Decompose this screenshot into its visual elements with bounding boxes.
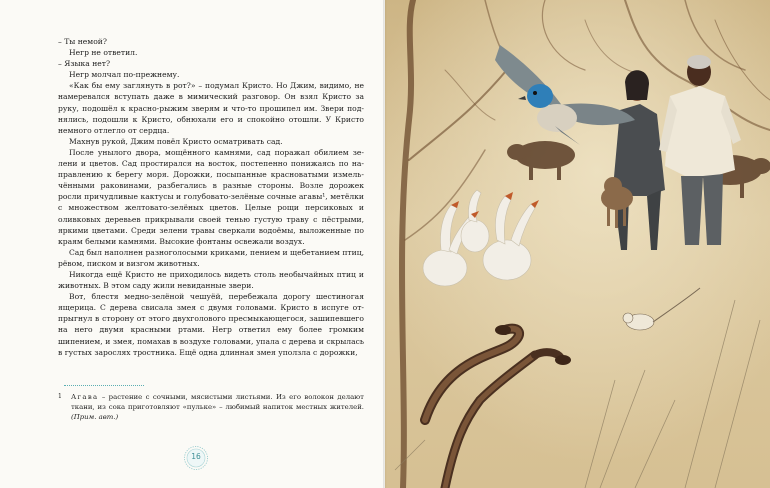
paragraph: Махнув рукой, Джим повёл Кристо осматривать сад. [69,136,283,146]
body-text [58,36,364,358]
paragraph: Вот, блестя медно-зелёной чешуёй, перебежала дорогу шестиногая ящерица. С дерева свисала змея с двумя головами. Кристо в испуге отпрыгнул в сторону от этого двухголового пресмыкающегося, зашипевшего на него двумя красными ртами. Негр ответил ему более громким шипением, и змея, помахав в воздухе головами, упала с дерева и скрылась в густых зарослях тростника. Ещё одна длинная змея уползла с дорожки, [58,292,364,357]
paragraph: Никогда ещё Кристо не приходилось видеть столь необычайных птиц и животных. В этом саду жили невиданные звери. [58,269,364,291]
paragraph: «Как бы ему заглянуть в рот?» – подумал Кристо. Но Джим, видимо, не намеревался вступать даже в мимический разговор. Он взял Кристо за руку, подошёл к красно-рыжим зверям и что-то прошипел им. Звери поднялись, подошли к Кристо, обнюхали его и спокойно отошли. У Кристо немного отлегло от сердца. [58,81,364,135]
paragraph: Негр молчал по-прежнему. [69,70,180,80]
footnote-mark: 1 [58,393,62,400]
paragraph: Негр не ответил. [69,48,138,58]
right-page [385,0,770,488]
footnote [58,392,364,423]
book-gutter-shadow [383,0,387,488]
garden-illustration [385,0,770,488]
paragraph: – Языка нет? [58,59,111,69]
footnote-text: – растение с сочными, мясистыми листьями. Из его волокон делают ткани, из сока приготовляют «пульке» – любимый напиток местных жителей. [71,393,364,412]
paragraph: Сад был наполнен разноголосыми криками, пением и щебетанием птиц, рёвом, писком и визгом животных. [58,247,364,268]
paragraph: После унылого двора, мощённого камнями, сад поражал обилием зелени и цветов. Сад простирался на восток, постепенно понижаясь по направлению к берегу моря. Дорожки, посыпанные красноватыми измельчёнными раковинами, разбегались в разные стороны. Возле дорожек росли причудливые кактусы и голубовато-зелёные сочные агавы¹, метёлки с множеством желтовато-зелёных цветов. Целые рощи персиковых и оливковых деревьев прикрывали своей тенью густую траву с пёстрыми, яркими цветами. Среди зелени травы сверкали водоёмы, выложенные по краям белыми камнями. Высокие фонтаны освежали воздух. [58,147,364,246]
footnote-body [58,392,364,423]
page-number: 16 [191,452,201,461]
paragraph: – Ты немой? [58,37,107,46]
footnote-separator [64,385,144,386]
footnote-note: (Прим. авт.) [71,413,119,422]
footnote-term: Агава [71,393,99,401]
